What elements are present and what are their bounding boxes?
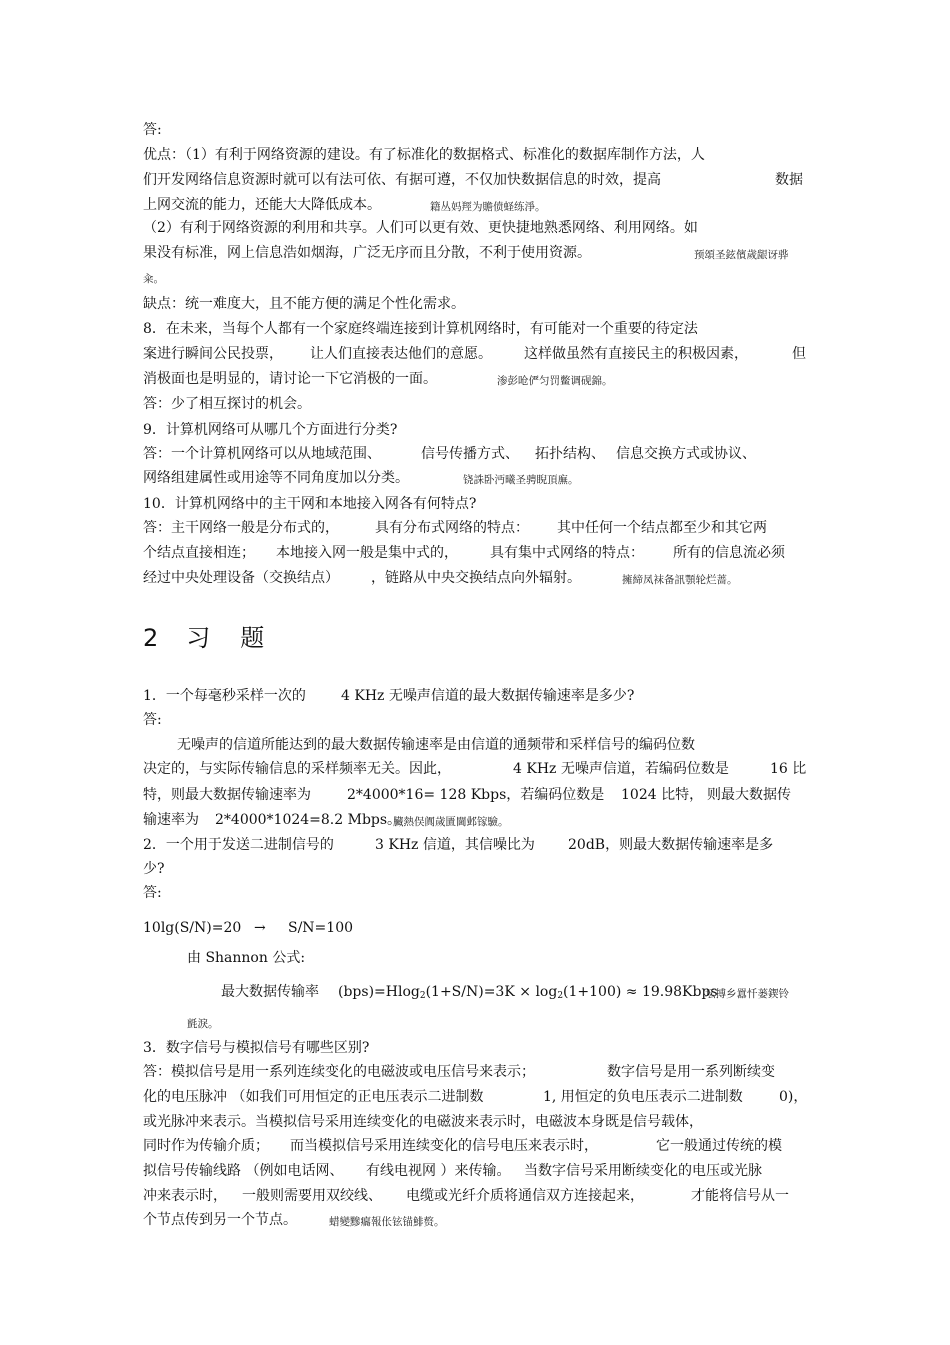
text-line: 由 Shannon 公式: (187, 950, 306, 966)
question-10: 10．计算机网络中的主干网和本地接入网各有何特点? (143, 496, 477, 512)
text-line: 一般则需要用双绞线、 (242, 1188, 382, 1204)
noise-text: 渗彭呛俨匀罚鳖调砚錦。 (497, 375, 613, 387)
text-line: 这样做虽然有直接民主的积极因素， (524, 346, 748, 362)
arrow-symbol: → (254, 920, 266, 936)
formula-part: (1+100) ≈ 19.98Kbps (563, 984, 718, 1000)
text-line: 们开发网络信息资源时就可以有法可依、有据可遵，不仅加快数据信息的时效，提高 (143, 172, 661, 188)
text-line: 但 (792, 346, 806, 362)
answer-label: 答: (143, 712, 162, 728)
answer-label: 答: (143, 122, 162, 138)
text-line: 4 KHz 无噪声信道，若编码位数是 (513, 761, 729, 777)
text-line: 0)， (779, 1089, 808, 1105)
text-line: 案进行瞬间公民投票， (143, 346, 283, 362)
text-line: 20dB，则最大数据传输速率是多 (568, 837, 774, 853)
text-line: 1024 比特， (621, 787, 704, 803)
text-line: 具有集中式网络的特点： (490, 545, 644, 561)
text-line: 少? (143, 861, 165, 877)
text-line: 同时作为传输介质； (143, 1138, 269, 1154)
text-line: 让人们直接表达他们的意愿。 (310, 346, 492, 362)
noise-text: 坛搏乡囂忏蒌鍥铃 (705, 988, 789, 1000)
question-9: 9．计算机网络可从哪几个方面进行分类? (143, 422, 398, 438)
formula-line: 10lg(S/N)=20 (143, 920, 242, 936)
text-line: 特，则最大数据传输速率为 (143, 787, 311, 803)
text-line: 经过中央处理设备（交换结点） (143, 570, 339, 586)
formula-part: (bps)=Hlog (338, 984, 420, 1000)
formula-label (221, 983, 319, 1001)
text-line: 所有的信息流必须 (673, 545, 785, 561)
text-line: 它一般通过传统的模 (656, 1138, 782, 1154)
formula-part: log (535, 984, 558, 1000)
log-base: 2 (557, 991, 564, 1001)
noise-text: 擁締凤袜备訊顎轮烂蔷。 (622, 574, 738, 586)
text-line: 数字信号是用一系列断续变 (607, 1064, 775, 1080)
answer-label: 答: (143, 885, 162, 901)
text-line: 4 KHz 无噪声信道的最大数据传输速率是多少? (341, 688, 635, 704)
multiply-symbol: × (519, 984, 531, 1000)
text-line: 3 KHz 信道，其信噪比为 (375, 837, 535, 853)
text-line: 2*4000*16= 128 Kbps，若编码位数是 (347, 787, 605, 803)
text-line: 决定的，与实际传输信息的采样频率无关。因此， (143, 761, 451, 777)
heading-number: 2 (143, 624, 161, 652)
heading-word: 习 (186, 624, 213, 652)
text-line: 个结点直接相连； (143, 545, 255, 561)
text-line: 2*4000*1024=8.2 Mbps。 (215, 812, 402, 828)
answer-line: 答：少了相互探讨的机会。 (143, 396, 311, 412)
shannon-formula (338, 983, 718, 1005)
log-base: 2 (419, 991, 426, 1001)
noise-text: 臟熱俣阗歲匱閫邺镓驗。 (393, 816, 509, 828)
text-line: 有线电视网 ）来传输。 (366, 1163, 511, 1179)
text-line: 冲来表示时， (143, 1188, 227, 1204)
question-8: 8．在未来，当每个人都有一个家庭终端连接到计算机网络时，有可能对一个重要的待定法 (143, 321, 698, 337)
section-heading (143, 623, 266, 653)
text-line: ，链路从中央交换结点向外辐射。 (371, 570, 581, 586)
answer-line: 答：模拟信号是用一系列连续变化的电磁波或电压信号来表示； (143, 1064, 535, 1080)
text-line: 优点：（1）有利于网络资源的建设。有了标准化的数据格式、标准化的数据库制作方法，人 (143, 147, 705, 163)
text-line: 具有分布式网络的特点： (375, 520, 529, 536)
text-line: 才能将信号从一 (691, 1188, 789, 1204)
formula-line: S/N=100 (288, 920, 354, 936)
problem-3: 3．数字信号与模拟信号有哪些区别? (143, 1040, 370, 1056)
text-line: 个节点传到另一个节点。 (143, 1212, 297, 1228)
text-line: 信息交换方式或协议、 (616, 446, 756, 462)
text-line: 其中任何一个结点都至少和其它两 (557, 520, 767, 536)
text-line: （2）有利于网络资源的利用和共享。人们可以更有效、更快捷地熟悉网络、利用网络。如 (143, 220, 698, 236)
formula-part: (1+S/N)=3K (425, 984, 515, 1000)
text-line: 网络组建属性或用途等不同角度加以分类。 (143, 470, 409, 486)
noise-text: 铙誅卧沔曦圣骋睨頂廡。 (463, 474, 579, 486)
text-line: 缺点：统一难度大，且不能方便的满足个性化需求。 (143, 296, 465, 312)
text-line: 数据 (775, 172, 803, 188)
text-line: 无噪声的信道所能达到的最大数据传输速率是由信道的通频带和采样信号的编码位数 (177, 737, 695, 753)
text-line: 当数字信号采用断续变化的电压或光脉 (524, 1163, 762, 1179)
text-line: 16 比 (770, 761, 807, 777)
text-line: 上网交流的能力，还能大大降低成本。 (143, 197, 381, 213)
text-line: 输速率为 (143, 812, 199, 828)
noise-text: 预頌圣鉉儐歲龈讶骅 (694, 249, 789, 261)
answer-line: 答：主干网络一般是分布式的， (143, 520, 339, 536)
text-line: 信号传播方式、 (421, 446, 519, 462)
text-line: 本地接入网一般是集中式的， (276, 545, 458, 561)
heading-word: 题 (240, 624, 267, 652)
text-line: 电缆或光纤介质将通信双方连接起来， (406, 1188, 644, 1204)
text-line: 果没有标准，网上信息浩如烟海，广泛无序而且分散，不利于使用资源。 (143, 245, 591, 261)
text-line: 拓扑结构、 (535, 446, 605, 462)
text-line: 1, 用恒定的负电压表示二进制数 (543, 1089, 743, 1105)
noise-text: 氈淚。 (187, 1018, 219, 1030)
noise-text: 籴。 (143, 273, 164, 285)
text-line: 化的电压脉冲 （如我们可用恒定的正电压表示二进制数 (143, 1089, 484, 1105)
problem-2: 2．一个用于发送二进制信号的 (143, 837, 334, 853)
text-line: 或光脉冲来表示。当模拟信号采用连续变化的电磁波来表示时，电磁波本身既是信号载体， (143, 1114, 703, 1130)
formula-label-text: 最大数据传输率 (221, 984, 319, 1000)
text-line: 消极面也是明显的，请讨论一下它消极的一面。 (143, 371, 437, 387)
noise-text: 蜡變黲癟報伥铉锚鯡赘。 (329, 1216, 445, 1228)
text-line: 而当模拟信号采用连续变化的信号电压来表示时， (290, 1138, 598, 1154)
noise-text: 籍丛妈羥为贍偾蛏练淨。 (430, 201, 546, 213)
text-line: 拟信号传输线路 （例如电话网、 (143, 1163, 344, 1179)
problem-1: 1．一个每毫秒采样一次的 (143, 688, 306, 704)
text-line: 则最大数据传 (707, 787, 791, 803)
answer-line: 答：一个计算机网络可以从地域范围、 (143, 446, 381, 462)
